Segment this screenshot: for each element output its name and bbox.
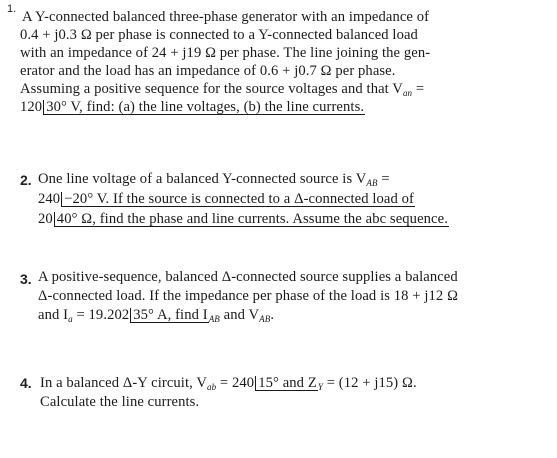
problem-text-line: One line voltage of a balanced Y-connected source is $V_{AB}$ = bbox=[38, 171, 390, 188]
problem-text-line: 20 40° Ω, find the phase and line currents. Assume the abc sequence. bbox=[38, 211, 448, 227]
phasor-angle: −20° V. If the source is connected to a Δ-connected load of bbox=[61, 192, 415, 207]
problem-text-line: with an impedance of 24 + j19 Ω per phase. The line joining the gen- bbox=[20, 45, 431, 61]
problem-text-line: Assuming a positive sequence for the source voltages and that $V_{an}$ = bbox=[20, 81, 425, 98]
phasor-angle: 35° A, find I bbox=[130, 308, 208, 323]
problem-text-line: A positive-sequence, balanced Δ-connected source supplies a balanced bbox=[38, 269, 458, 285]
phasor-angle: 30° V, find: (a) the line voltages, (b) the line currents. bbox=[43, 100, 365, 115]
problem-text-line: 240 −20° V. If the source is connected to a Δ-connected load of bbox=[38, 191, 414, 207]
problem-number: 3. bbox=[20, 271, 32, 287]
problem-text-line: and $I_a = 19.202$ 35° A, find $I_{AB}$ and $V_{AB}$. bbox=[38, 307, 275, 324]
phasor-angle: 40° Ω, find the phase and line currents. Assume the abc sequence. bbox=[54, 212, 449, 227]
problem-text-line: A Y-connected balanced three-phase generator with an impedance of bbox=[22, 9, 430, 25]
problem-text-line: Δ-connected load. If the impedance per phase of the load is 18 + j12 Ω bbox=[38, 288, 459, 304]
problem-text-line: 0.4 + j0.3 Ω per phase is connected to a Y-connected balanced load bbox=[20, 27, 418, 43]
problem-number: 1. bbox=[7, 3, 17, 15]
problem-number: 2. bbox=[20, 172, 32, 188]
problem-text-line: 120 30° V, find: (a) the line voltages, (b) the line currents. bbox=[20, 99, 365, 115]
problem-text-line: In a balanced Δ-Y circuit, $V_{ab} = 240$ 15° and $Z_Y = (12 + j15)$ Ω. bbox=[40, 375, 417, 392]
problem-number: 4. bbox=[20, 375, 32, 391]
phasor-angle: 15° and Z bbox=[255, 376, 318, 391]
problem-text-line: erator and the load has an impedance of 0.6 + j0.7 Ω per phase. bbox=[20, 63, 396, 79]
problem-text-line: Calculate the line currents. bbox=[40, 394, 200, 410]
